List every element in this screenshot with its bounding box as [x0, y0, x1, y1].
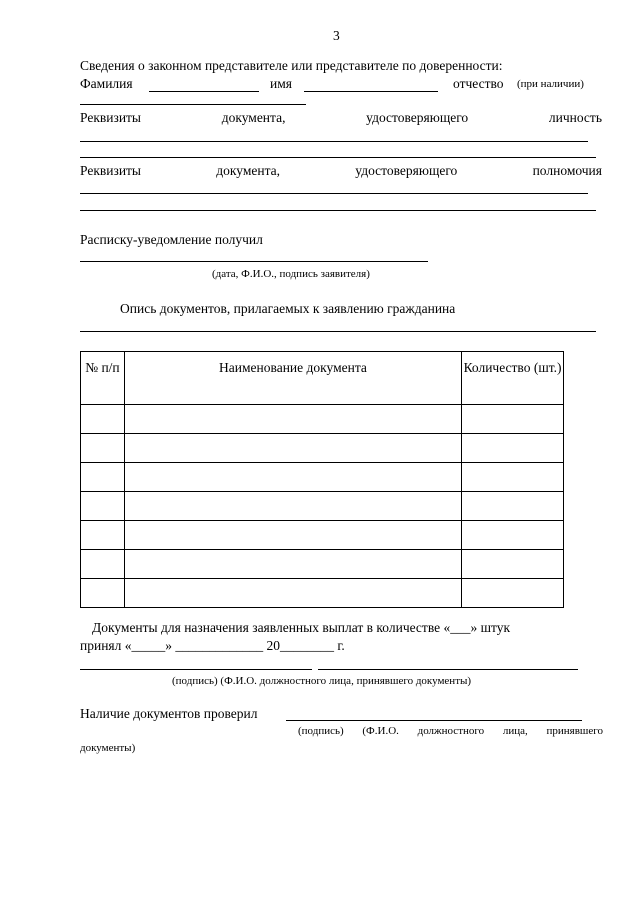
table-cell[interactable] — [81, 463, 125, 492]
checked-caption-word: лица, — [502, 725, 528, 737]
table-cell[interactable] — [462, 521, 564, 550]
table-row — [81, 434, 564, 463]
auth-doc-label — [80, 163, 602, 179]
inventory-field[interactable] — [80, 331, 596, 332]
checked-caption — [298, 725, 603, 737]
col-header-number: № п/п — [81, 352, 125, 405]
table-cell[interactable] — [124, 521, 461, 550]
id-doc-field-1[interactable] — [80, 141, 588, 142]
col-header-name: Наименование документа — [124, 352, 461, 405]
table-cell[interactable] — [124, 434, 461, 463]
table-cell[interactable] — [81, 405, 125, 434]
id-doc-field-2[interactable] — [80, 157, 596, 158]
auth-doc-word: документа, — [216, 163, 281, 178]
table-header-row — [81, 352, 564, 405]
auth-doc-word: удостоверяющего — [355, 163, 458, 178]
table-cell[interactable] — [124, 550, 461, 579]
checked-field[interactable] — [286, 720, 582, 721]
table-cell[interactable] — [81, 492, 125, 521]
receipt-field[interactable] — [80, 261, 428, 262]
surname-label: Фамилия — [80, 76, 133, 91]
patronymic-label: отчество — [453, 76, 504, 91]
table-row — [81, 521, 564, 550]
table-cell[interactable] — [124, 492, 461, 521]
table-cell[interactable] — [124, 405, 461, 434]
auth-doc-field-2[interactable] — [80, 210, 596, 211]
table-cell[interactable] — [81, 521, 125, 550]
id-doc-word: Реквизиты — [80, 110, 142, 125]
table-cell[interactable] — [81, 579, 125, 608]
col-header-quantity: Количество (шт.) — [462, 352, 564, 405]
checked-label: Наличие документов проверил — [80, 706, 258, 721]
table-row — [81, 405, 564, 434]
accepted-signature-field[interactable] — [80, 669, 312, 670]
name-field[interactable] — [304, 91, 438, 92]
surname-field[interactable] — [149, 91, 259, 92]
checked-caption-word: принявшего — [546, 725, 603, 737]
inventory-title: Опись документов, прилагаемых к заявлению гражданина — [120, 301, 456, 316]
patronymic-field[interactable] — [80, 104, 306, 105]
accepted-line-1: Документы для назначения заявленных выплат в количестве «___» штук — [92, 620, 511, 635]
name-label: имя — [270, 76, 292, 91]
accepted-line-2: принял «_____» _____________ 20________ г. — [80, 638, 345, 653]
checked-caption-word: (Ф.И.О. — [362, 725, 399, 737]
patronymic-note: (при наличии) — [517, 78, 584, 90]
checked-caption-tail: документы) — [80, 742, 136, 754]
accepted-caption: (подпись) (Ф.И.О. должностного лица, принявшего документы) — [172, 675, 472, 687]
auth-doc-word: полномочия — [532, 163, 602, 178]
table-cell[interactable] — [462, 405, 564, 434]
table-cell[interactable] — [462, 492, 564, 521]
checked-caption-word: (подпись) — [298, 725, 344, 737]
table-row — [81, 463, 564, 492]
auth-doc-word: Реквизиты — [80, 163, 142, 178]
table-cell[interactable] — [81, 550, 125, 579]
table-cell[interactable] — [462, 463, 564, 492]
table-cell[interactable] — [124, 579, 461, 608]
rep-heading: Сведения о законном представителе или представителе по доверенности: — [80, 58, 503, 73]
table-cell[interactable] — [81, 434, 125, 463]
table-row — [81, 492, 564, 521]
id-doc-word: удостоверяющего — [366, 110, 469, 125]
receipt-caption: (дата, Ф.И.О., подпись заявителя) — [212, 268, 370, 280]
id-doc-word: личность — [548, 110, 602, 125]
table-cell[interactable] — [462, 434, 564, 463]
table-row — [81, 550, 564, 579]
table-cell[interactable] — [462, 579, 564, 608]
id-doc-word: документа, — [221, 110, 286, 125]
id-doc-label — [80, 110, 602, 126]
receipt-label: Расписку-уведомление получил — [80, 232, 263, 247]
table-cell[interactable] — [462, 550, 564, 579]
documents-table — [80, 351, 564, 608]
page-number: 3 — [333, 28, 340, 43]
checked-caption-word: должностного — [417, 725, 485, 737]
table-cell[interactable] — [124, 463, 461, 492]
table-row — [81, 579, 564, 608]
accepted-name-field[interactable] — [318, 669, 578, 670]
auth-doc-field-1[interactable] — [80, 193, 588, 194]
